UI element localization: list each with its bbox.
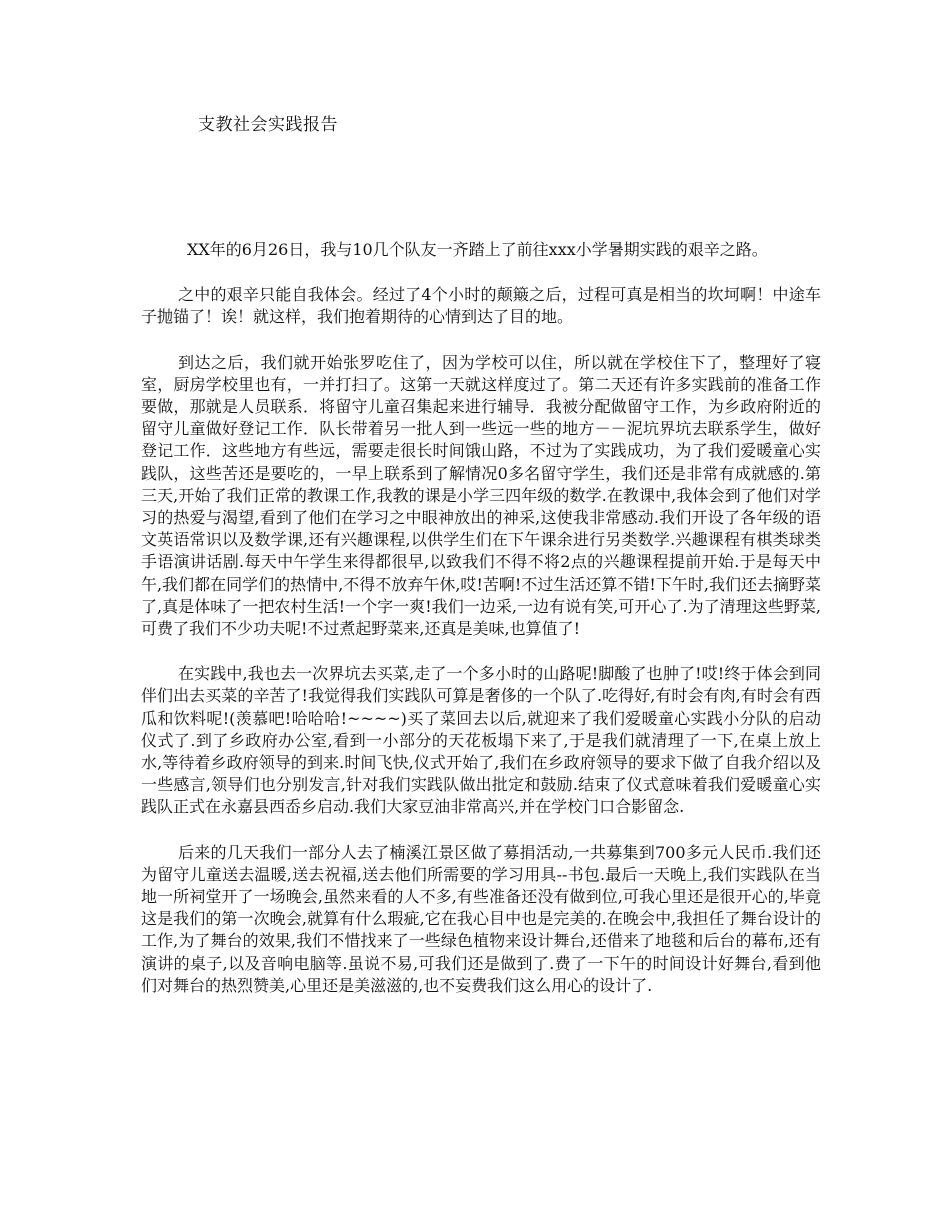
document-body (141, 239, 821, 1020)
paragraph-1: XX年的6月26日，我与10几个队友一齐踏上了前往xxx小学暑期实践的艰辛之路。 (187, 240, 768, 259)
document-title: 支教社会实践报告 (198, 115, 338, 135)
paragraph-3: 到达之后，我们就开始张罗吃住了，因为学校可以住，所以就在学校住下了，整理好了寝室，厨房学校里也有，一并打扫了。这第一天就这样度过了。第二天还有许多实践前的准备工作要做，那就是人员联系．将留守儿童召集起来进行辅导．我被分配做留守工作，为乡政府附近的留守儿童做好登记工作．队长带着另一批人到一些远一些的地方－－泥坑界坑去联系学生，做好登记工作．这些地方有些远，需要走很长时间饿山路，不过为了实践成功，为了我们爱暖童心实践队，这些苦还是要吃的，一早上联系到了解情况0多名留守学生，我们还是非常有成就感的.第三天,开始了我们正常的教课工作,我教的课是小学三四年级的数学.在教课中,我体会到了他们对学习的热爱与渴望,看到了他们在学习之中眼神放出的神采,这使我非常感动.我们开设了各年级的语文英语常识以及数学课,还有兴趣课程,以供学生们在下午课余进行另类数学.兴趣课程有棋类球类手语演讲话剧.每天中午学生来得都很早,以致我们不得不将2点的兴趣课程提前开始.于是每天中午,我们都在同学们的热情中,不得不放弃午休,哎!苦啊!不过生活还算不错!下午时,我们还去摘野菜了,真是体味了一把农村生活!一个字一爽!我们一边采,一边有说有笑,可开心了.为了清理这些野菜,可费了我们不少功夫呢!不过煮起野菜来,还真是美味,也算值了! (141, 352, 821, 639)
paragraph-5: 后来的几天我们一部分人去了楠溪江景区做了募捐活动,一共募集到700多元人民币.我们还为留守儿童送去温暖,送去祝福,送去他们所需要的学习用具--书包.最后一天晚上,我们实践队在当地一所祠堂开了一场晚会,虽然来看的人不多,有些准备还没有做到位,可我心里还是很开心的,毕竟这是我们的第一次晚会,就算有什么瑕疵,它在我心目中也是完美的.在晚会中,我担任了舞台设计的工作,为了舞台的效果,我们不惜找来了一些绿色植物来设计舞台,还借来了地毯和后台的幕布,还有演讲的桌子,以及音响电脑等.虽说不易,可我们还是做到了.费了一下午的时间设计好舞台,看到他们对舞台的热烈赞美,心里还是美滋滋的,也不妄费我们这么用心的设计了. (141, 842, 821, 995)
paragraph-2: 之中的艰辛只能自我体会。经过了4个小时的颠簸之后，过程可真是相当的坎坷啊！中途车子抛锚了！诶！就这样，我们抱着期待的心情到达了目的地。 (141, 285, 821, 327)
paragraph-4: 在实践中,我也去一次界坑去买菜,走了一个多小时的山路呢!脚酸了也肿了!哎!终于体会到同伴们出去买菜的辛苦了!我觉得我们实践队可算是奢侈的一个队了.吃得好,有时会有肉,有时会有西瓜和饮料呢!(羡慕吧!哈哈哈!~~~~)买了菜回去以后,就迎来了我们爱暖童心实践小分队的启动仪式了.到了乡政府办公室,看到一小部分的天花板塌下来了,于是我们就清理了一下,在桌上放上水,等待着乡政府领导的到来.时间飞快,仪式开始了,我们在乡政府领导的要求下做了自我介绍以及一些感言,领导们也分别发言,针对我们实践队做出批定和鼓励.结束了仪式意味着我们爱暖童心实践队正式在永嘉县西岙乡启动.我们大家豆油非常高兴,并在学校门口合影留念. (141, 664, 821, 817)
